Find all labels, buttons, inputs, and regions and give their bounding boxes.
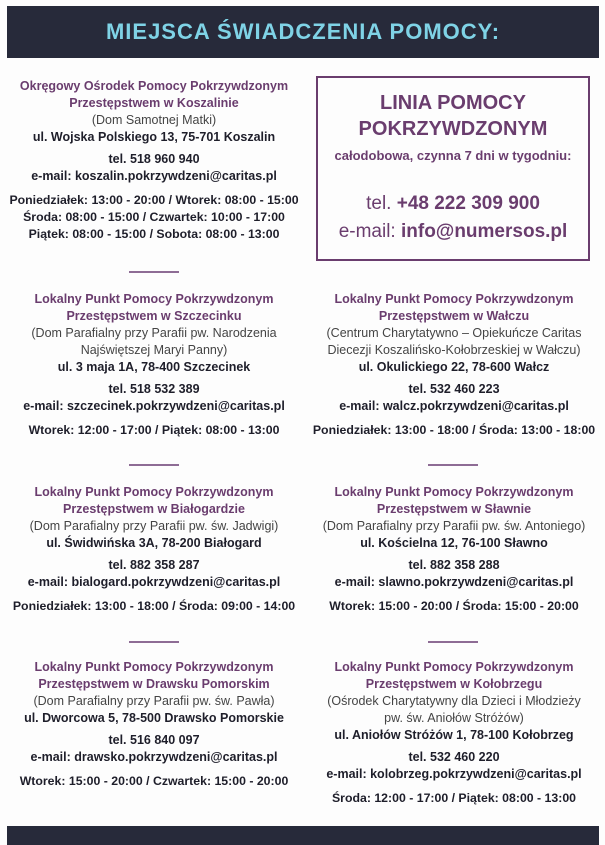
szczecinek-hours: Wtorek: 12:00 - 17:00 / Piątek: 08:00 - 13:00 <box>28 423 280 437</box>
koszalin-center <box>8 78 300 243</box>
koszalin-hours-line1: Poniedziałek: 13:00 - 20:00 / Wtorek: 08:00 - 15:00 <box>9 193 299 207</box>
bialogard-hours: Poniedziałek: 13:00 - 18:00 / Środa: 09:00 - 14:00 <box>12 599 296 613</box>
helpline-title-line2: POKRZYWDZONYM <box>358 118 548 140</box>
helpline-phone-label: tel. <box>366 193 392 214</box>
koszalin-place: (Dom Samotnej Matki) <box>91 113 217 127</box>
divider <box>129 271 179 273</box>
slawno-title-line1: Lokalny Punkt Pomocy Pokrzywdzonym <box>334 485 574 499</box>
bialogard-address: ul. Świdwińska 3A, 78-200 Białogard <box>46 536 262 550</box>
szczecinek-email[interactable]: e-mail: szczecinek.pokrzywdzeni@caritas.pl <box>23 399 285 413</box>
bialogard-center <box>8 484 300 615</box>
slawno-address: ul. Kościelna 12, 76-100 Sławno <box>360 536 548 550</box>
drawsko-place: (Dom Parafialny przy Parafii pw. św. Pawła) <box>33 694 275 708</box>
drawsko-title-line1: Lokalny Punkt Pomocy Pokrzywdzonym <box>34 660 274 674</box>
divider <box>129 464 179 466</box>
helpline-phone-number[interactable]: +48 222 309 900 <box>396 193 540 214</box>
slawno-hours: Wtorek: 15:00 - 20:00 / Środa: 15:00 - 20:00 <box>329 599 579 613</box>
slawno-place: (Dom Parafialny przy Parafii pw. św. Antoniego) <box>322 519 586 533</box>
walcz-hours: Poniedziałek: 13:00 - 18:00 / Środa: 13:00 - 18:00 <box>312 423 596 437</box>
helpline-email[interactable] <box>318 221 588 243</box>
bialogard-title-line1: Lokalny Punkt Pomocy Pokrzywdzonym <box>34 485 274 499</box>
walcz-address: ul. Okulickiego 22, 78-600 Wałcz <box>358 360 550 374</box>
szczecinek-title-line2: Przestępstwem w Szczecinku <box>66 309 242 323</box>
divider <box>428 641 478 643</box>
helpline-email-address[interactable]: info@numersos.pl <box>400 221 568 242</box>
szczecinek-phone[interactable]: tel. 518 532 389 <box>108 382 200 396</box>
helpline-email-label: e-mail: <box>338 221 396 242</box>
bialogard-place: (Dom Parafialny przy Parafii pw. św. Jadwigi) <box>29 519 279 533</box>
slawno-center <box>308 484 600 615</box>
slawno-title-line2: Przestępstwem w Sławnie <box>376 502 532 516</box>
drawsko-title-line2: Przestępstwem w Drawsku Pomorskim <box>38 677 270 691</box>
szczecinek-center <box>8 291 300 439</box>
header-bar <box>7 6 599 58</box>
drawsko-hours: Wtorek: 15:00 - 20:00 / Czwartek: 15:00 - 20:00 <box>19 774 289 788</box>
slawno-email[interactable]: e-mail: slawno.pokrzywdzeni@caritas.pl <box>334 575 574 589</box>
kolobrzeg-place-line2: pw. św. Aniołów Stróżów) <box>384 711 524 725</box>
bialogard-phone[interactable]: tel. 882 358 287 <box>108 558 200 572</box>
koszalin-hours-line2: Środa: 08:00 - 15:00 / Czwartek: 10:00 - 17:00 <box>23 210 285 224</box>
kolobrzeg-phone[interactable]: tel. 532 460 220 <box>408 750 500 764</box>
drawsko-email[interactable]: e-mail: drawsko.pokrzywdzeni@caritas.pl <box>30 750 278 764</box>
walcz-email[interactable]: e-mail: walcz.pokrzywdzeni@caritas.pl <box>339 399 569 413</box>
drawsko-center <box>8 659 300 790</box>
kolobrzeg-center <box>308 659 600 807</box>
koszalin-title-line1: Okręgowy Ośrodek Pomocy Pokrzywdzonym <box>19 79 289 93</box>
bialogard-title-line2: Przestępstwem w Białogardzie <box>62 502 245 516</box>
footer-bar <box>7 826 599 845</box>
drawsko-phone[interactable]: tel. 516 840 097 <box>108 733 200 747</box>
bialogard-email[interactable]: e-mail: bialogard.pokrzywdzeni@caritas.pl <box>27 575 281 589</box>
koszalin-title-line2: Przestępstwem w Koszalinie <box>69 96 239 110</box>
walcz-title-line2: Przestępstwem w Wałczu <box>378 309 530 323</box>
kolobrzeg-hours: Środa: 12:00 - 17:00 / Piątek: 08:00 - 13:00 <box>331 791 576 805</box>
koszalin-address: ul. Wojska Polskiego 13, 75-701 Koszalin <box>32 130 276 144</box>
kolobrzeg-title-line1: Lokalny Punkt Pomocy Pokrzywdzonym <box>334 660 574 674</box>
helpline-availability: całodobowa, czynna 7 dni w tygodniu: <box>334 148 572 163</box>
szczecinek-title-line1: Lokalny Punkt Pomocy Pokrzywdzonym <box>34 292 274 306</box>
kolobrzeg-email[interactable]: e-mail: kolobrzeg.pokrzywdzeni@caritas.pl <box>326 767 582 781</box>
walcz-place-line1: (Centrum Charytatywno – Opiekuńcze Caritas <box>326 326 582 340</box>
drawsko-address: ul. Dworcowa 5, 78-500 Drawsko Pomorskie <box>24 711 284 725</box>
kolobrzeg-place-line1: (Ośrodek Charytatywny dla Dzieci i Młodzieży <box>327 694 581 708</box>
walcz-title-line1: Lokalny Punkt Pomocy Pokrzywdzonym <box>334 292 574 306</box>
helpline-phone[interactable] <box>318 193 588 215</box>
helpline-box <box>316 76 590 261</box>
walcz-phone[interactable]: tel. 532 460 223 <box>408 382 500 396</box>
kolobrzeg-address: ul. Aniołów Stróżów 1, 78-100 Kołobrzeg <box>334 728 574 742</box>
szczecinek-address: ul. 3 maja 1A, 78-400 Szczecinek <box>57 360 251 374</box>
koszalin-phone[interactable]: tel. 518 960 940 <box>108 152 200 166</box>
helpline-title-line1: LINIA POMOCY <box>380 92 526 114</box>
walcz-place-line2: Diecezji Koszalińsko-Kołobrzeskiej w Wałczu) <box>327 343 581 357</box>
szczecinek-place-line1: (Dom Parafialny przy Parafii pw. Narodzenia <box>31 326 277 340</box>
kolobrzeg-title-line2: Przestępstwem w Kołobrzegu <box>365 677 543 691</box>
slawno-phone[interactable]: tel. 882 358 288 <box>408 558 500 572</box>
divider <box>428 464 478 466</box>
page-title: MIEJSCA ŚWIADCZENIA POMOCY: <box>105 19 501 44</box>
walcz-center <box>308 291 600 439</box>
koszalin-hours-line3: Piątek: 08:00 - 15:00 / Sobota: 08:00 - 13:00 <box>28 227 280 241</box>
koszalin-email[interactable]: e-mail: koszalin.pokrzywdzeni@caritas.pl <box>31 169 277 183</box>
divider <box>129 641 179 643</box>
szczecinek-place-line2: Najświętszej Maryi Panny) <box>80 343 228 357</box>
